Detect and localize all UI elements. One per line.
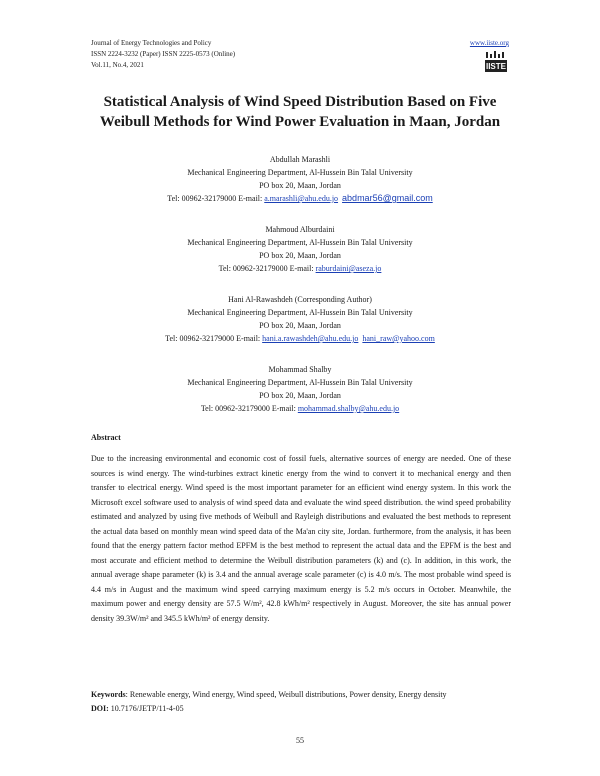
author-contact bbox=[100, 262, 500, 275]
author-contact bbox=[100, 402, 500, 415]
author-email-link[interactable]: hani_raw@yahoo.com bbox=[362, 334, 435, 343]
author-address: PO box 20, Maan, Jordan bbox=[259, 181, 341, 190]
keywords-label: Keywords bbox=[91, 690, 126, 699]
author-affiliation: Mechanical Engineering Department, Al-Hussein Bin Talal University bbox=[187, 308, 413, 317]
svg-text:IISTE: IISTE bbox=[485, 62, 507, 71]
author-block bbox=[100, 363, 500, 415]
journal-issn: ISSN 2224-3232 (Paper) ISSN 2225-0573 (Online) bbox=[91, 50, 236, 58]
author-block bbox=[100, 223, 500, 275]
keywords-text: : Renewable energy, Wind energy, Wind speed, Weibull distributions, Power density, Energy density bbox=[125, 690, 447, 699]
page-number: 55 bbox=[296, 736, 304, 745]
paper-title-line: Statistical Analysis of Wind Speed Distribution Based on Five bbox=[103, 94, 497, 110]
abstract-body: Due to the increasing environmental and economic cost of fossil fuels, alternative sources of energy are needed. One of these sources is wind energy. The wind-turbines extract kinetic energy from the wind to convert it to mechanical energy and then transfer to electrical energy. Wind speed is the most important parameter for an efficient wind energy system. In this work the Microsoft excel software used to analysis of wind speed data and evaluate the wind speed distribution. the wind speed probability estimated and analyzed by using five methods of Weibull and Rayleigh distributions and evaluated the best methods to represent the actual data based on monthly mean wind speed data of the Ma'an city site, Jordan. furthermore, from the analysis, it has been found that the energy pattern factor method EPFM is the best method to represent the actual data and the EPFM is the best and most accurate and efficient method to determine the Weibull distribution parameters (k) and (c). In addition, in this work, the annual average shape parameter (k) is 3.4 and the annual average scale parameter (c) is 4.0 m/s. The most probable wind speed is 4.4 m/s in August and the maximum wind speed carrying maximum energy is 5.2 m/s occurs in October. Meanwhile, the maximum power and energy density are 57.5 W/m², 42.8 kWh/m² respectively in August. Moreover, the site has annual power density 39.3W/m² and 345.5 kWh/m² of energy density. bbox=[91, 454, 511, 623]
author-name: Mohammad Shalby bbox=[268, 365, 332, 374]
journal-url-link[interactable]: www.iiste.org bbox=[469, 39, 509, 47]
author-email-link[interactable]: abdmar56@gmail.com bbox=[342, 193, 433, 203]
author-contact bbox=[100, 332, 500, 345]
author-affiliation: Mechanical Engineering Department, Al-Hussein Bin Talal University bbox=[187, 168, 413, 177]
author-phone: Tel: 00962-32179000 E-mail: bbox=[218, 264, 316, 273]
author-affiliation: Mechanical Engineering Department, Al-Hussein Bin Talal University bbox=[187, 378, 413, 387]
author-block bbox=[100, 153, 500, 205]
author-email-link[interactable]: hani.a.rawashdeh@ahu.edu.jo bbox=[262, 334, 359, 343]
paper-title bbox=[60, 92, 540, 132]
journal-volume: Vol.11, No.4, 2021 bbox=[91, 61, 144, 69]
doi-text: 10.7176/JETP/11-4-05 bbox=[108, 704, 184, 713]
journal-name: Journal of Energy Technologies and Policy bbox=[91, 39, 212, 47]
author-address: PO box 20, Maan, Jordan bbox=[259, 321, 341, 330]
doi-label: DOI: bbox=[91, 704, 109, 713]
iiste-logo bbox=[483, 50, 509, 76]
author-phone: Tel: 00962-32179000 E-mail: bbox=[200, 404, 298, 413]
author-name: Mahmoud Alburdaini bbox=[265, 225, 335, 234]
journal-header bbox=[91, 38, 235, 71]
journal-header-right bbox=[449, 38, 509, 81]
author-contact bbox=[100, 192, 500, 205]
author-name: Abdullah Marashli bbox=[269, 155, 331, 164]
author-address: PO box 20, Maan, Jordan bbox=[259, 391, 341, 400]
author-phone: Tel: 00962-32179000 E-mail: bbox=[165, 334, 263, 343]
author-block bbox=[100, 293, 500, 345]
author-phone: Tel: 00962-32179000 E-mail: bbox=[167, 194, 265, 203]
author-email-link[interactable]: mohammad.shalby@ahu.edu.jo bbox=[297, 404, 400, 413]
keywords-line bbox=[91, 688, 511, 702]
doi-line bbox=[91, 702, 511, 716]
abstract-heading: Abstract bbox=[91, 433, 121, 442]
author-email-link[interactable]: a.marashli@ahu.edu.jo bbox=[264, 194, 339, 203]
author-email-link[interactable]: raburdaini@aseza.jo bbox=[315, 264, 382, 273]
paper-title-line: Weibull Methods for Wind Power Evaluation in Maan, Jordan bbox=[99, 114, 501, 130]
keywords-and-doi bbox=[91, 688, 511, 716]
author-address: PO box 20, Maan, Jordan bbox=[259, 251, 341, 260]
author-affiliation: Mechanical Engineering Department, Al-Hussein Bin Talal University bbox=[187, 238, 413, 247]
author-name: Hani Al-Rawashdeh (Corresponding Author) bbox=[228, 295, 372, 304]
